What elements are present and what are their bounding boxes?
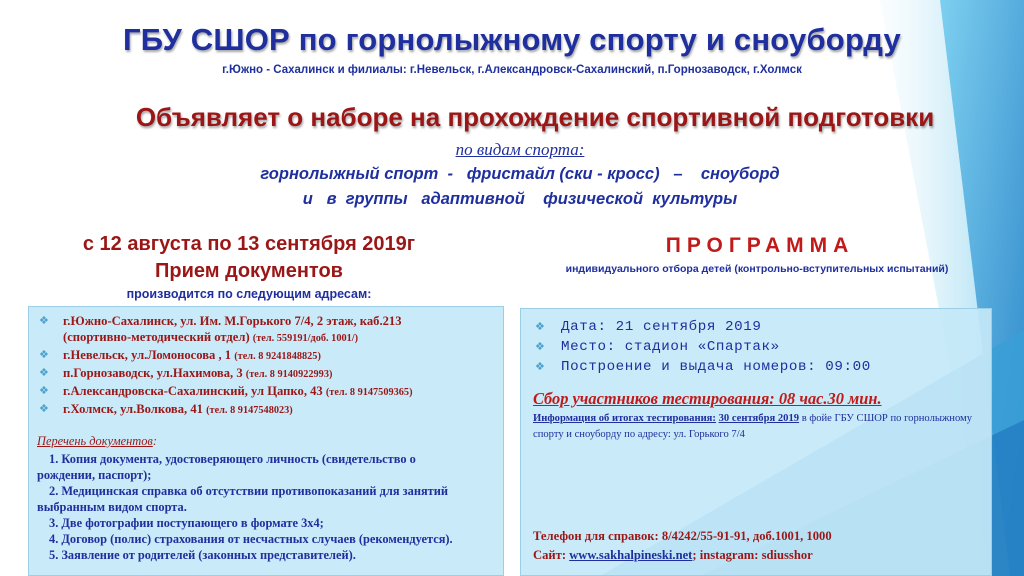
program-list — [521, 309, 991, 377]
sports-line-1: горнолыжный спорт - фристайл (ски - кросс) – сноуборд — [260, 165, 780, 183]
diamond-bullet-icon: ❖ — [39, 315, 49, 327]
program-title: ПРОГРАММА — [665, 234, 855, 257]
list-item: 4. Договор (полис) страхования от несчастных случаев (рекомендуется). — [49, 532, 453, 546]
list-item: ❖ г.Невельск, ул.Ломоносова , 1 (тел. 8 9241848825) — [39, 348, 321, 362]
reception-dates: с 12 августа по 13 сентября 2019г — [82, 233, 416, 255]
diamond-bullet-icon: ❖ — [39, 367, 49, 379]
page-subtitle: г.Южно - Сахалинск и филиалы: г.Невельск, г.Александровск-Сахалинский, п.Горнозаводск, г.Холмск — [222, 64, 802, 76]
documents-list — [29, 451, 503, 563]
list-item: ❖ г.Южно-Сахалинск, ул. Им. М.Горького 7/4, 2 этаж, каб.213 — [39, 314, 402, 328]
list-item: ❖ г.Александровска-Сахалинский, ул Цапко, 43 (тел. 8 9147509365) — [39, 384, 413, 398]
addresses-intro: производится по следующим адресам: — [126, 287, 372, 301]
site-link[interactable]: www.sakhalpineski.net — [569, 548, 693, 562]
diamond-bullet-icon: ❖ — [535, 360, 546, 373]
list-item: 2. Медицинская справка об отсутствии противопоказаний для занятий — [49, 484, 449, 498]
diamond-bullet-icon: ❖ — [39, 349, 49, 361]
diamond-bullet-icon: ❖ — [535, 320, 546, 333]
list-item: ❖ Построение и выдача номеров: 09:00 — [535, 359, 871, 375]
contacts-block — [533, 527, 985, 565]
documents-heading: Перечень документов: — [37, 434, 157, 448]
gathering-time: Сбор участников тестирования: 08 час.30 мин. — [533, 389, 882, 408]
list-item: 3. Две фотографии поступающего в формате 3х4; — [49, 516, 324, 530]
list-item: 1. Копия документа, удостоверяющего личность (свидетельство о — [49, 452, 416, 466]
program-panel — [520, 308, 992, 576]
list-item: 5. Заявление от родителей (законных представителей). — [49, 548, 356, 562]
sports-line-2: и в группы адаптивной физической культуры — [302, 190, 738, 208]
addresses-panel — [28, 306, 504, 576]
list-item: ❖ п.Горнозаводск, ул.Нахимова, 3 (тел. 8 9140922993) — [39, 366, 333, 380]
address-list — [29, 307, 503, 419]
announcement-headline: Объявляет о наборе на прохождение спортивной подготовки — [135, 102, 935, 132]
phone-line: Телефон для справок: 8/4242/55-91-91, доб.1001, 1000 — [533, 529, 832, 543]
page-title: ГБУ СШОР по горнолыжному спорту и сноуборду — [122, 22, 901, 57]
results-info: Информация об итогах тестирования: 30 сентября 2019 в фойе ГБУ СШОР по горнолыжному спорту и сноуборду по адресу: ул. Горького 7/4 — [533, 413, 973, 440]
list-item: ❖ Дата: 21 сентября 2019 — [535, 319, 762, 335]
list-item: выбранным видом спорта. — [37, 500, 187, 514]
list-item: рождении, паспорт); — [37, 468, 152, 482]
diamond-bullet-icon: ❖ — [535, 340, 546, 353]
list-item: ❖ Место: стадион «Спартак» — [535, 339, 780, 355]
by-sport-types-label: по видам спорта: — [455, 140, 585, 159]
diamond-bullet-icon: ❖ — [39, 403, 49, 415]
list-item: (спортивно-методический отдел) (тел. 559191/доб. 1001/) — [63, 330, 359, 344]
diamond-bullet-icon: ❖ — [39, 385, 49, 397]
site-line: Сайт: www.sakhalpineski.net; instagram: sdiusshor — [533, 548, 813, 562]
reception-heading: Прием документов — [155, 260, 343, 282]
program-subtitle: индивидуального отбора детей (контрольно-вступительных испытаний) — [565, 263, 949, 275]
list-item: ❖ г.Холмск, ул.Волкова, 41 (тел. 8 9147548023) — [39, 402, 293, 416]
